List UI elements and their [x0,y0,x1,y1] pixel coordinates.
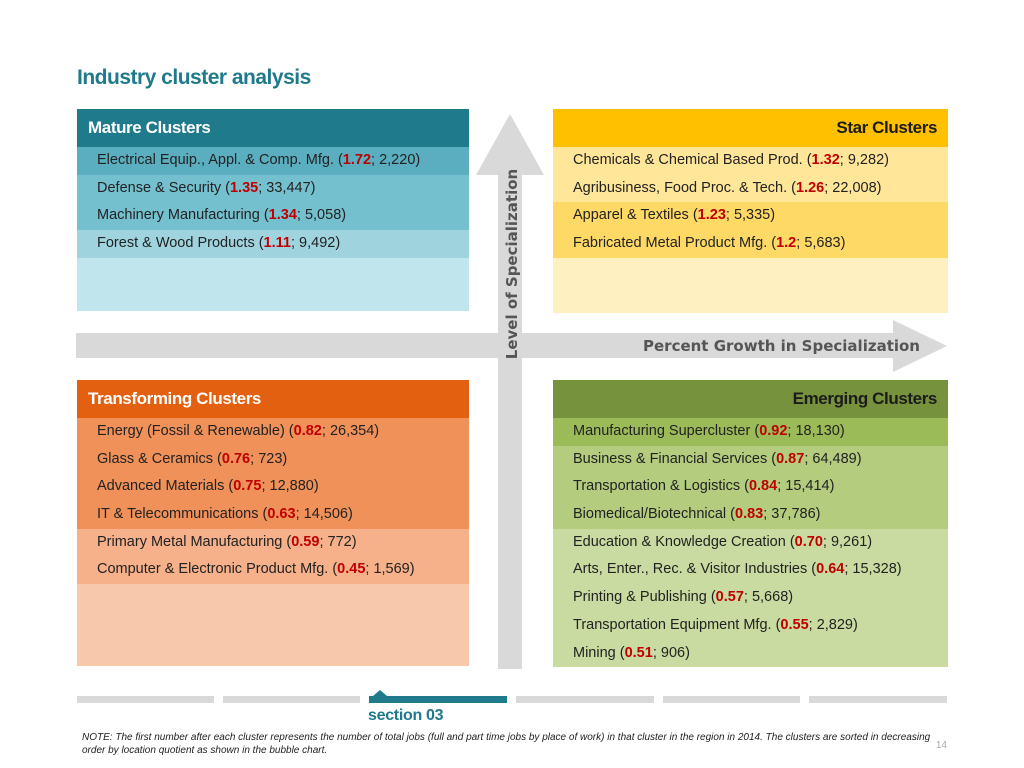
emerging-clusters-panel [553,380,948,667]
mature-panel-filler [77,258,469,311]
cluster-name: Glass & Ceramics [97,450,214,467]
cluster-row: Energy (Fossil & Renewable) (0.82; 26,354) [77,418,469,446]
section-label: section 03 [368,707,444,724]
total-jobs: 2,829 [816,616,853,633]
cluster-name: Agribusiness, Food Proc. & Tech. [573,179,788,196]
total-jobs: 1,569 [373,561,410,578]
total-jobs: 9,492 [299,235,336,252]
total-jobs: 906 [660,644,686,661]
cluster-row: Education & Knowledge Creation (0.70; 9,261) [553,529,948,557]
cluster-name: Electrical Equip., Appl. & Comp. Mfg. [97,152,334,168]
section-nav-04[interactable] [516,696,654,703]
cluster-row: Agribusiness, Food Proc. & Tech. (1.26; 22,008) [553,175,948,203]
cluster-name: Printing & Publishing [573,589,707,606]
cluster-row: Electrical Equip., Appl. & Comp. Mfg. (1.72; 2,220) [77,147,469,175]
total-jobs: 37,786 [771,506,816,523]
cluster-name: Computer & Electronic Product Mfg. [97,561,329,578]
transforming-clusters-header: Transforming Clusters [77,380,469,418]
active-section-pointer [370,689,390,697]
total-jobs: 723 [258,450,283,467]
star-panel-filler [553,258,948,313]
section-nav-02[interactable] [223,696,360,703]
cluster-name: Defense & Security [97,179,222,196]
location-quotient: 0.83 [735,506,764,523]
y-axis-label: Level of Specialization [503,168,521,360]
location-quotient: 1.72 [342,152,372,168]
cluster-name: Primary Metal Manufacturing [97,533,283,550]
page-number: 14 [935,740,947,751]
star-clusters-panel [553,109,948,313]
location-quotient: 1.34 [268,207,297,224]
cluster-name: Fabricated Metal Product Mfg. [573,235,768,252]
cluster-name: Apparel & Textiles [573,207,689,224]
location-quotient: 0.84 [748,478,778,495]
location-quotient: 0.59 [291,533,320,550]
location-quotient: 0.51 [624,644,653,661]
total-jobs: 12,880 [269,478,314,495]
total-jobs: 5,335 [733,207,771,224]
cluster-name: Manufacturing Supercluster [573,423,751,439]
mature-clusters-panel [77,109,469,311]
cluster-name: Machinery Manufacturing [97,207,260,224]
location-quotient: 1.2 [776,235,797,252]
location-quotient: 0.82 [293,423,322,439]
total-jobs: 2,220 [379,152,416,168]
location-quotient: 0.55 [780,616,809,633]
emerging-clusters-header: Emerging Clusters [553,380,948,418]
location-quotient: 1.23 [697,207,726,224]
cluster-name: Chemicals & Chemical Based Prod. [573,152,803,168]
cluster-row: Machinery Manufacturing (1.34; 5,058) [77,202,469,230]
location-quotient: 0.45 [337,561,366,578]
cluster-row: Transportation & Logistics (0.84; 15,414) [553,473,948,501]
cluster-row: Mining (0.51; 906) [553,640,948,668]
total-jobs: 772 [327,533,352,550]
total-jobs: 5,668 [751,589,789,606]
total-jobs: 15,414 [785,478,830,495]
cluster-row: Glass & Ceramics (0.76; 723) [77,446,469,474]
cluster-row: Chemicals & Chemical Based Prod. (1.32; 9,282) [553,147,948,175]
total-jobs: 14,506 [303,506,348,523]
location-quotient: 1.32 [811,152,840,168]
cluster-row: Apparel & Textiles (1.23; 5,335) [553,202,948,230]
total-jobs: 26,354 [329,423,375,439]
location-quotient: 1.35 [229,179,259,196]
location-quotient: 0.87 [776,450,805,467]
cluster-row: Forest & Wood Products (1.11; 9,492) [77,230,469,258]
cluster-row: Manufacturing Supercluster (0.92; 18,130) [553,418,948,446]
mature-clusters-header: Mature Clusters [77,109,469,147]
section-nav-05[interactable] [663,696,800,703]
location-quotient: 1.11 [263,235,291,252]
location-quotient: 1.26 [795,179,825,196]
total-jobs: 5,058 [304,207,342,224]
total-jobs: 33,447 [266,179,311,196]
total-jobs: 64,489 [812,450,857,467]
cluster-row: Transportation Equipment Mfg. (0.55; 2,829) [553,612,948,640]
section-nav-01[interactable] [77,696,214,703]
cluster-row: Business & Financial Services (0.87; 64,489) [553,446,948,474]
cluster-row: Arts, Enter., Rec. & Visitor Industries (0.64; 15,328) [553,556,948,584]
cluster-name: Transportation & Logistics [573,478,741,495]
total-jobs: 22,008 [832,179,877,196]
total-jobs: 15,328 [852,561,897,578]
cluster-name: Transportation Equipment Mfg. [573,616,772,633]
transforming-clusters-panel [77,380,469,666]
location-quotient: 0.76 [221,450,251,467]
cluster-name: Advanced Materials [97,478,225,495]
cluster-row: Advanced Materials (0.75; 12,880) [77,473,469,501]
cluster-row: Computer & Electronic Product Mfg. (0.45; 1,569) [77,556,469,584]
location-quotient: 0.70 [794,533,823,550]
cluster-name: Energy (Fossil & Renewable) [97,423,285,439]
cluster-row: Primary Metal Manufacturing (0.59; 772) [77,529,469,557]
section-nav-03[interactable] [369,696,507,703]
cluster-row: Printing & Publishing (0.57; 5,668) [553,584,948,612]
page-title: Industry cluster analysis [77,66,311,89]
total-jobs: 5,683 [804,235,841,252]
x-axis-label: Percent Growth in Specialization [643,337,920,355]
total-jobs: 9,261 [830,533,868,550]
cluster-name: Biomedical/Biotechnical [573,506,727,523]
cluster-name: Forest & Wood Products [97,235,255,252]
location-quotient: 0.75 [233,478,262,495]
total-jobs: 18,130 [795,423,840,439]
cluster-name: Education & Knowledge Creation [573,533,786,550]
footnote: NOTE: The first number after each cluster represents the number of total jobs (full and part time jobs by place of work) in that cluster in the region in 2014. The clusters are sorted in decreasing order by location quotient as shown in the bubble chart. [82,732,931,756]
star-clusters-header: Star Clusters [553,109,948,147]
cluster-name: Mining [573,644,616,661]
cluster-name: Arts, Enter., Rec. & Visitor Industries [573,561,808,578]
section-nav-06[interactable] [809,696,947,703]
location-quotient: 0.57 [715,589,744,606]
cluster-row: IT & Telecommunications (0.63; 14,506) [77,501,469,529]
cluster-row: Defense & Security (1.35; 33,447) [77,175,469,203]
location-quotient: 0.64 [816,561,845,578]
cluster-row: Biomedical/Biotechnical (0.83; 37,786) [553,501,948,529]
location-quotient: 0.63 [267,506,296,523]
cluster-row: Fabricated Metal Product Mfg. (1.2; 5,683) [553,230,948,258]
total-jobs: 9,282 [847,152,885,168]
cluster-name: Business & Financial Services [573,450,768,467]
transforming-panel-filler [77,584,469,666]
location-quotient: 0.92 [759,423,788,439]
cluster-name: IT & Telecommunications [97,506,259,523]
